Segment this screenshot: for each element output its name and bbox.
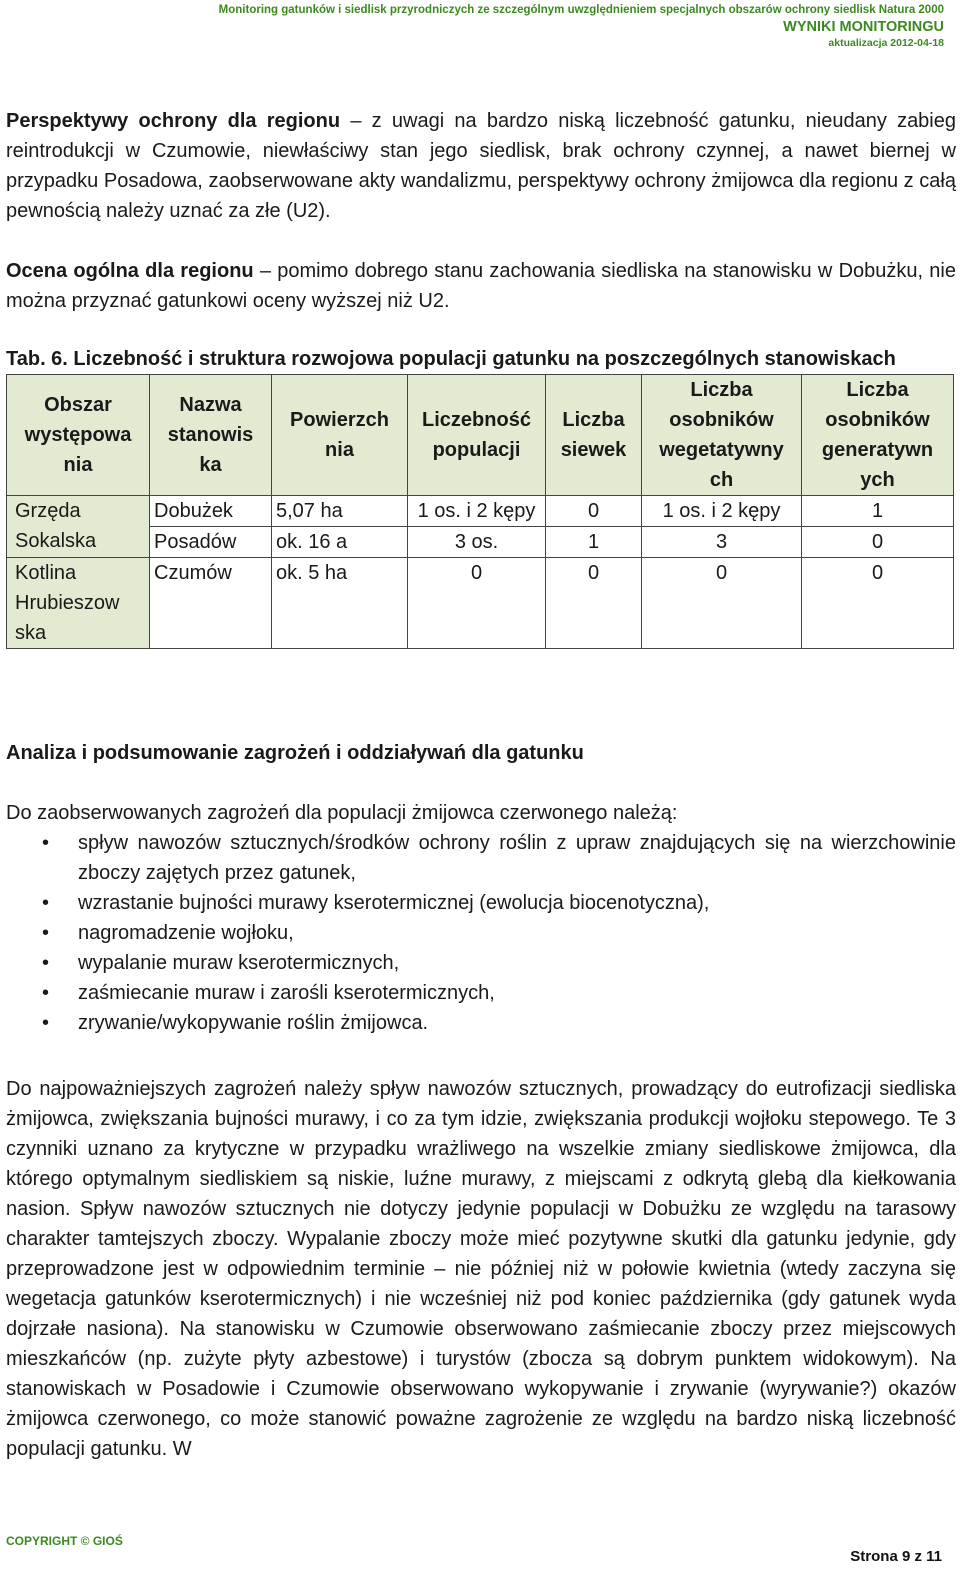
list-item: • zaśmiecanie muraw i zarośli kserotermicznych,: [6, 978, 956, 1008]
vegetative-cell: 3: [642, 527, 802, 558]
population-cell: 3 os.: [408, 527, 546, 558]
col-header-surface: Powierzch nia: [272, 375, 408, 496]
table-header-row: [7, 375, 954, 496]
assessment-label: Ocena ogólna dla regionu: [6, 260, 254, 282]
area-cell: Grzęda Sokalska: [7, 496, 150, 558]
col-header-population: Liczebność populacji: [408, 375, 546, 496]
paragraph-overall-assessment: [6, 256, 956, 316]
table-caption: Tab. 6. Liczebność i struktura rozwojowa populacji gatunku na poszczególnych stanowiskach: [6, 348, 896, 370]
copyright: COPYRIGHT © GIOŚ: [6, 1534, 123, 1548]
page-number: Strona 9 z 11: [850, 1548, 942, 1565]
col-header-generative: Liczba osobników generatywn ych: [802, 375, 954, 496]
generative-cell: 1: [802, 496, 954, 527]
population-table: [6, 374, 954, 649]
vegetative-cell: 1 os. i 2 kępy: [642, 496, 802, 527]
list-item: • nagromadzenie wojłoku,: [6, 918, 956, 948]
list-item: • wypalanie muraw kserotermicznych,: [6, 948, 956, 978]
perspectives-text: – z uwagi na bardzo niską liczebność gatunku, nieudany zabieg reintrodukcji w Czumowie, niewłaściwy stan jego siedlisk, brak ochrony czynnej, a nawet biernej w przypadku Posadowa, zaobserwowane akty wandalizmu, perspektywy ochrony żmijowca dla regionu z całą pewnością należy uznać za złe (U2).: [6, 110, 956, 222]
site-cell: Posadów: [150, 527, 272, 558]
col-header-area: Obszar występowa nia: [7, 375, 150, 496]
threats-list: [6, 828, 956, 1038]
threats-intro: Do zaobserwowanych zagrożeń dla populacji żmijowca czerwonego należą:: [6, 802, 678, 824]
header-updated: aktualizacja 2012-04-18: [828, 37, 944, 49]
list-item: • zrywanie/wykopywanie roślin żmijowca.: [6, 1008, 956, 1038]
list-item: • spływ nawozów sztucznych/środków ochrony roślin z upraw znajdujących się na wierzchowinie zboczy zajętych przez gatunek,: [6, 828, 956, 888]
threats-section: [6, 798, 956, 1038]
surface-cell: 5,07 ha: [272, 496, 408, 527]
generative-cell: 0: [802, 558, 954, 649]
perspectives-label: Perspektywy ochrony dla regionu: [6, 110, 341, 132]
seedlings-cell: 1: [546, 527, 642, 558]
generative-cell: 0: [802, 527, 954, 558]
col-header-seedlings: Liczba siewek: [546, 375, 642, 496]
header-subtitle: WYNIKI MONITORINGU: [783, 19, 944, 35]
table-row: [7, 496, 954, 527]
area-cell: Kotlina Hrubieszow ska: [7, 558, 150, 649]
threats-analysis-text: Do najpoważniejszych zagrożeń należy spływ nawozów sztucznych, prowadzący do eutrofizacji siedliska żmijowca, zwiększania bujności murawy, i co za tym idzie, zwiększania produkcji wojłoku stepowego. Te 3 czynniki uznano za krytyczne w przypadku wrażliwego na wszelkie zmiany siedliskowe żmijowca, dla którego optymalnym siedliskiem są niskie, luźne murawy, z miejscami z odkrytą glebą dla kiełkowania nasion. Spływ nawozów sztucznych nie dotyczy jedynie populacji w Dobużku ze względu na tarasowy charakter tamtejszych zboczy. Wypalanie zboczy może mieć pozytywne skutki dla gatunku jedynie, gdy przeprowadzone jest w odpowiednim terminie – nie później niż w połowie kwietnia (wtedy zaczyna się wegetacja gatunków kserotermicznych) i nie wcześniej niż pod koniec października (gdy gatunek wyda dojrzałe nasiona). Na stanowisku w Czumowie obserwowano zaśmiecanie zboczy przez miejscowych mieszkańców (np. zużyte płyty azbestowe) i turystów (zbocza są dobrym punktem widokowym). Na stanowiskach w Posadowie i Czumowie obserwowano wykopywanie i zrywanie (wyrywanie?) okazów żmijowca czerwonego, co może stanowić poważne zagrożenie ze względu na bardzo niską liczebność populacji gatunku. W: [6, 1078, 956, 1460]
seedlings-cell: 0: [546, 558, 642, 649]
list-item: • wzrastanie bujności murawy kserotermicznej (ewolucja biocenotyczna),: [6, 888, 956, 918]
population-cell: 1 os. i 2 kępy: [408, 496, 546, 527]
population-cell: 0: [408, 558, 546, 649]
surface-cell: ok. 16 a: [272, 527, 408, 558]
site-cell: Dobużek: [150, 496, 272, 527]
vegetative-cell: 0: [642, 558, 802, 649]
page-header: [219, 2, 944, 50]
paragraph-perspectives: [6, 106, 956, 226]
section-title: Analiza i podsumowanie zagrożeń i oddziaływań dla gatunku: [6, 742, 584, 764]
table-row: [7, 558, 954, 649]
seedlings-cell: 0: [546, 496, 642, 527]
col-header-vegetative: Liczba osobników wegetatywny ch: [642, 375, 802, 496]
site-cell: Czumów: [150, 558, 272, 649]
threats-analysis: [6, 1074, 956, 1464]
header-title: Monitoring gatunków i siedlisk przyrodniczych ze szczególnym uwzględnieniem specjalnych obszarów ochrony siedlisk Natura 2000: [218, 4, 944, 16]
surface-cell: ok. 5 ha: [272, 558, 408, 649]
col-header-site: Nazwa stanowis ka: [150, 375, 272, 496]
assessment-text: – pomimo dobrego stanu zachowania siedliska na stanowisku w Dobużku, nie można przyznać gatunkowi oceny wyższej niż U2.: [6, 260, 956, 312]
table-row: [7, 527, 954, 558]
